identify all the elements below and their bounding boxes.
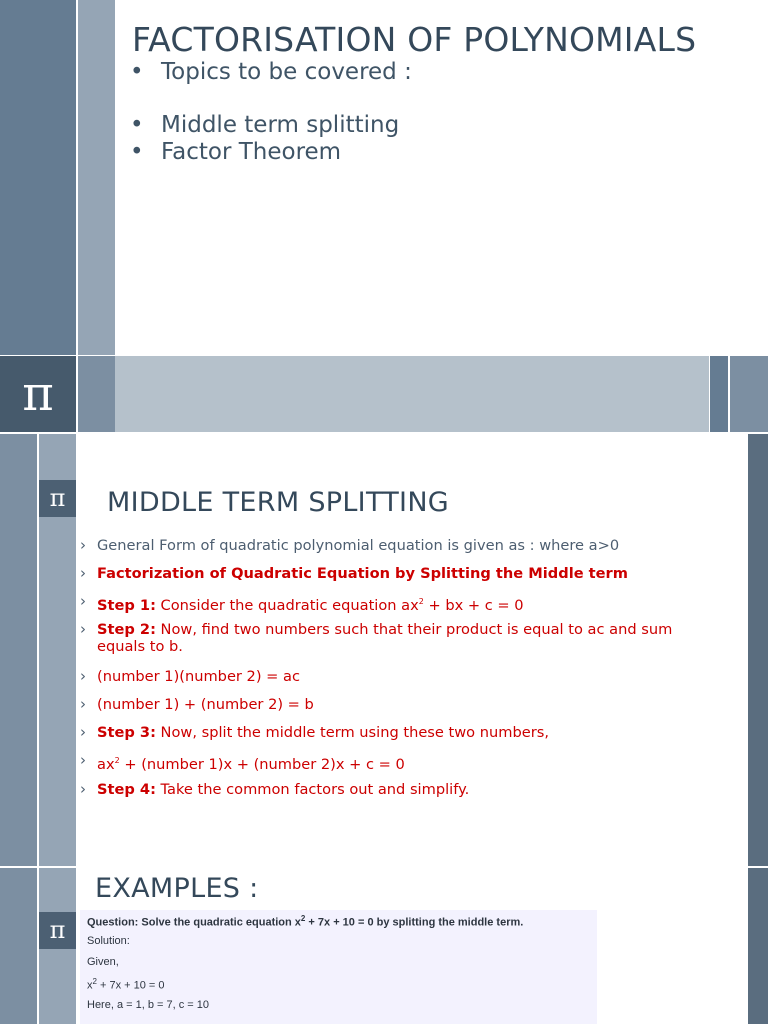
slide3-right-edge <box>748 868 768 1024</box>
slide-separator-band <box>115 356 709 432</box>
slide1-sidebar-dark <box>0 0 76 355</box>
question-text: + 7x + 10 = 0 by splitting the middle term. <box>305 916 524 929</box>
caret-icon: › <box>80 536 86 554</box>
slide1-sidebar-light <box>78 0 115 355</box>
step-label: Step 3: <box>97 724 156 741</box>
pi-icon: π <box>39 912 76 949</box>
slide1-title: FACTORISATION OF POLYNOMIALS <box>132 20 697 59</box>
slide1-bullet-middle-term <box>130 112 399 138</box>
caret-icon: › <box>80 667 86 685</box>
bullet-dot: • <box>130 59 144 85</box>
caret-icon: › <box>80 620 86 638</box>
example-coefficients: Here, a = 1, b = 7, c = 10 <box>87 999 209 1011</box>
item-text: Now, split the middle term using these two numbers, <box>155 724 549 741</box>
example-given-label: Given, <box>87 956 119 968</box>
list-item-heading <box>80 565 720 582</box>
caret-icon: › <box>80 564 86 582</box>
slide3-sidebar-outer <box>0 868 37 1024</box>
list-item-product <box>80 668 720 685</box>
item-text: (number 1) + (number 2) = b <box>97 696 314 713</box>
item-text: Consider the quadratic equation ax <box>155 596 419 614</box>
superscript: 2 <box>92 977 97 986</box>
item-text: ax <box>97 755 115 773</box>
item-bold-text: Factorization of Quadratic Equation by Splitting the Middle term <box>97 565 628 582</box>
list-item-general-form <box>80 537 720 554</box>
caret-icon: › <box>80 592 86 610</box>
question-text: Question: Solve the quadratic equation x <box>87 916 301 929</box>
equation-text: + 7x + 10 = 0 <box>96 979 165 992</box>
slide3-title: EXAMPLES : <box>95 873 259 904</box>
list-item-sum <box>80 696 720 713</box>
slide2-right-edge <box>748 434 768 866</box>
example-equation <box>87 977 165 992</box>
superscript: 2 <box>114 756 120 765</box>
slide1-bullet-factor-theorem <box>130 139 341 165</box>
superscript: 2 <box>300 914 306 923</box>
item-text: (number 1)(number 2) = ac <box>97 668 301 685</box>
step-label: Step 1: <box>97 596 156 614</box>
example-question <box>87 914 523 929</box>
equation-text: x <box>87 979 93 992</box>
bullet-text: Topics to be covered : <box>161 59 412 85</box>
item-text: Take the common factors out and simplify. <box>155 781 470 798</box>
step-label: Step 4: <box>97 781 156 798</box>
step-label: Step 2: <box>97 621 156 638</box>
list-item-split-equation <box>80 752 720 773</box>
item-text: + (number 1)x + (number 2)x + c = 0 <box>119 755 405 773</box>
band-segment-right-light <box>730 356 768 432</box>
caret-icon: › <box>80 780 86 798</box>
bullet-text: Middle term splitting <box>161 112 400 138</box>
caret-icon: › <box>80 695 86 713</box>
item-text: Now, find two numbers such that their product is equal to ac and sum equals to b. <box>97 621 673 655</box>
list-item-step1 <box>80 593 720 614</box>
caret-icon: › <box>80 723 86 741</box>
list-item-step3 <box>80 724 720 741</box>
item-text: General Form of quadratic polynomial equation is given as : where a>0 <box>97 537 620 554</box>
superscript: 2 <box>418 597 424 606</box>
bullet-dot: • <box>130 139 144 165</box>
caret-icon: › <box>80 751 86 769</box>
pi-icon: π <box>39 480 76 517</box>
slide1-bullet-topics <box>130 59 412 85</box>
example-image-box <box>80 910 597 1024</box>
pi-icon: π <box>22 366 54 422</box>
list-item-step2 <box>80 621 720 655</box>
slide2-title: MIDDLE TERM SPLITTING <box>107 487 450 518</box>
slide2-sidebar-outer <box>0 434 37 866</box>
list-item-step4 <box>80 781 720 798</box>
band-segment-right-dark <box>710 356 728 432</box>
bullet-text: Factor Theorem <box>161 139 342 165</box>
example-solution-label: Solution: <box>87 935 130 947</box>
bullet-dot: • <box>130 112 144 138</box>
item-text: + bx + c = 0 <box>423 596 524 614</box>
band-segment-mid <box>78 356 115 432</box>
